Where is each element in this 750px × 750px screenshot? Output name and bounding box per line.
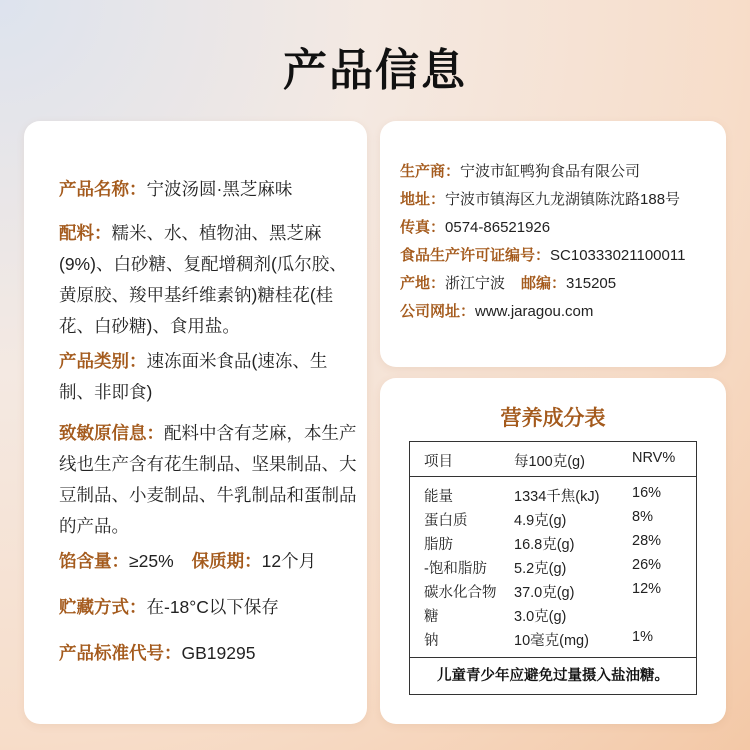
allergen-label: 致敏原信息： — [59, 423, 164, 443]
address-value: 宁波市镇海区九龙湖镇陈沈路188号 — [445, 191, 681, 208]
row-value: 4.9克(g) — [514, 513, 567, 529]
product-info-card — [24, 121, 367, 724]
row-value: 37.0克(g) — [514, 585, 575, 601]
ingredients-label: 配料： — [59, 223, 112, 243]
row-value: 3.0克(g) — [514, 609, 567, 625]
category-value: 速冻面米食品(速冻、生制、非即食) — [59, 351, 328, 402]
row-item: 糖 — [424, 609, 439, 625]
storage-value: 在-18°C以下保存 — [146, 597, 279, 617]
address-line — [400, 190, 680, 210]
nutrition-footer-note: 儿童青少年应避免过量摄入盐油糖。 — [410, 657, 696, 694]
producer-line — [400, 162, 640, 182]
row-nrv: 12% — [632, 581, 662, 597]
row-nrv: 1% — [632, 629, 653, 645]
row-item: -饱和脂肪 — [424, 561, 487, 577]
filling-label: 馅含量： — [59, 551, 129, 571]
row-item: 脂肪 — [424, 537, 453, 553]
license-label: 食品生产许可证编号： — [400, 247, 551, 264]
website-label: 公司网址： — [400, 303, 476, 320]
shelf-life-label: 保质期： — [191, 551, 262, 571]
row-nrv: 28% — [632, 533, 662, 549]
header-nrv: NRV% — [632, 450, 676, 466]
row-value: 16.8克(g) — [514, 537, 575, 553]
row-nrv: 16% — [632, 485, 662, 501]
row-item: 蛋白质 — [424, 513, 468, 529]
nutrition-title: 营养成分表 — [500, 407, 606, 430]
header-item: 项目 — [424, 454, 453, 470]
nutrition-header-row — [410, 442, 696, 477]
fax-line — [400, 218, 550, 238]
producer-value: 宁波市缸鸭狗食品有限公司 — [460, 163, 641, 180]
company-info-card — [380, 121, 726, 367]
filling-shelf-field — [59, 546, 359, 577]
product-name-value: 宁波汤圆·黑芝麻味 — [146, 179, 293, 199]
producer-label: 生产商： — [400, 163, 461, 180]
nutrition-card — [380, 378, 726, 724]
fax-value: 0574-86521926 — [445, 219, 551, 236]
website-line — [400, 302, 593, 322]
website-link[interactable]: www.jaragou.com — [475, 303, 594, 320]
header-per100g: 每100克(g) — [514, 454, 585, 470]
postcode-value: 315205 — [566, 275, 617, 292]
storage-field — [59, 592, 359, 623]
filling-value: ≥25% — [129, 551, 174, 571]
origin-line — [400, 274, 616, 294]
row-value: 1334千焦(kJ) — [514, 489, 600, 505]
product-name-field — [59, 174, 359, 205]
standard-field — [59, 638, 359, 669]
product-name-label: 产品名称： — [59, 179, 147, 199]
allergen-field — [59, 418, 359, 542]
row-nrv: 26% — [632, 557, 662, 573]
allergen-value: 配料中含有芝麻，本生产线也生产含有花生制品、坚果制品、大豆制品、小麦制品、牛乳制品和蛋制品的产品。 — [59, 423, 357, 536]
fax-label: 传真： — [400, 219, 446, 236]
origin-value: 浙江宁波 — [445, 275, 506, 292]
license-value: SC10333021100011 — [550, 247, 686, 264]
address-label: 地址： — [400, 191, 446, 208]
shelf-life-value: 12个月 — [261, 551, 317, 571]
postcode-label: 邮编： — [521, 275, 567, 292]
ingredients-value: 糯米、水、植物油、黑芝麻(9%)、白砂糖、复配增稠剂(瓜尔胶、黄原胶、羧甲基纤维素钠)糖桂花(桂花、白砂糖)、食用盐。 — [59, 223, 347, 336]
category-label: 产品类别： — [59, 351, 147, 371]
category-field — [59, 346, 359, 408]
row-value: 10毫克(mg) — [514, 633, 589, 649]
license-line — [400, 246, 685, 266]
standard-value: GB19295 — [181, 643, 256, 663]
nutrition-table — [409, 441, 697, 695]
row-nrv: 8% — [632, 509, 653, 525]
page-title: 产品信息 — [283, 45, 467, 96]
storage-label: 贮藏方式： — [59, 597, 147, 617]
row-item: 碳水化合物 — [424, 585, 497, 601]
row-value: 5.2克(g) — [514, 561, 567, 577]
row-item: 钠 — [424, 633, 439, 649]
row-item: 能量 — [424, 489, 453, 505]
ingredients-field — [59, 218, 359, 342]
standard-label: 产品标准代号： — [59, 643, 182, 663]
origin-label: 产地： — [400, 275, 446, 292]
